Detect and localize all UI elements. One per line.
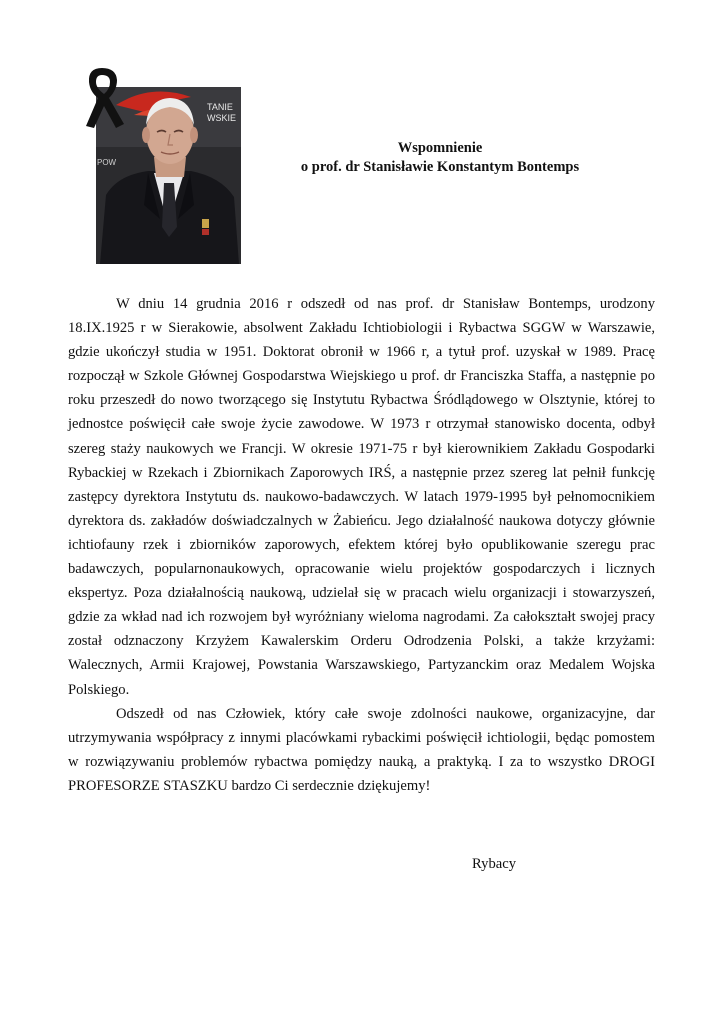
mourning-ribbon-icon [82,66,126,130]
obituary-body [68,292,655,798]
document-title [290,139,590,177]
title-line-1: Wspomnienie [397,140,483,156]
paragraph-tribute: Odszedł od nas Człowiek, który całe swoje zdolności naukowe, organizacyjne, dar utrzymywania współpracy z innymi placówkami rybackimi poświęcił ichtiologii, będąc pomostem w rozwiązywaniu problemów rybactwa pomiędzy nauką, a praktyką. I za to wszystko DROGI PROFESORZE STASZKU bardzo Ci serdecznie dziękujemy! [68,705,655,794]
backdrop-text-3: POW [97,158,117,167]
title-line-2: o prof. dr Stanisławie Konstantym Bontemps [300,159,580,175]
backdrop-text-1: TANIE [207,102,233,112]
signature: Rybacy [472,856,516,872]
paragraph-biography: W dniu 14 grudnia 2016 r odszedł od nas prof. dr Stanisław Bontemps, urodzony 18.IX.1925 r w Sierakowie, absolwent Zakładu Ichtiobiologii i Rybactwa SGGW w Warszawie, gdzie ukończył studia w 1951. Doktorat obronił w 1966 r, a tytuł prof. uzyskał w 1989. Pracę rozpoczął w Szkole Głównej Gospodarstwa Wiejskiego u prof. dr Franciszka Staffa, a następnie po roku przeszedł do nowo tworzącego się Instytutu Rybactwa Śródlądowego w Olsztynie, której to jednostce poświęcił całe swoje życie zawodowe. W 1973 r otrzymał stanowisko docenta, odbył szereg staży naukowych we Francji. W okresie 1971-75 r był kierownikiem Zakładu Gospodarki Rybackiej w Rzekach i Zbiornikach Zaporowych IRŚ, a następnie przez szereg lat pełnił funkcję zastępcy dyrektora Instytutu ds. naukowo-badawczych. W latach 1979-1995 był pełnomocnikiem dyrektora ds. zakładów doświadczalnych w Żabieńcu. Jego działalność naukowa dotyczy głównie ichtiofauny rzek i zbiorników zaporowych, efektem której było opublikowanie szeregu prac badawczych, popularnonaukowych, opracowanie wielu projektów gospodarczych i licznych ekspertyz. Poza działalnością naukową, udzielał się w pracach wielu organizacji i stowarzyszeń, gdzie za wkład nad ich rozwojem był wyróżniany wieloma nagrodami. Za całokształt swojej pracy został odznaczony Krzyżem Kawalerskim Orderu Odrodzenia Polski, a także krzyżami: Walecznych, Armii Krajowej, Powstania Warszawskiego, Partyzanckim oraz Medalem Wojska Polskiego. [68,296,655,698]
backdrop-text-2: WSKIE [207,113,237,123]
